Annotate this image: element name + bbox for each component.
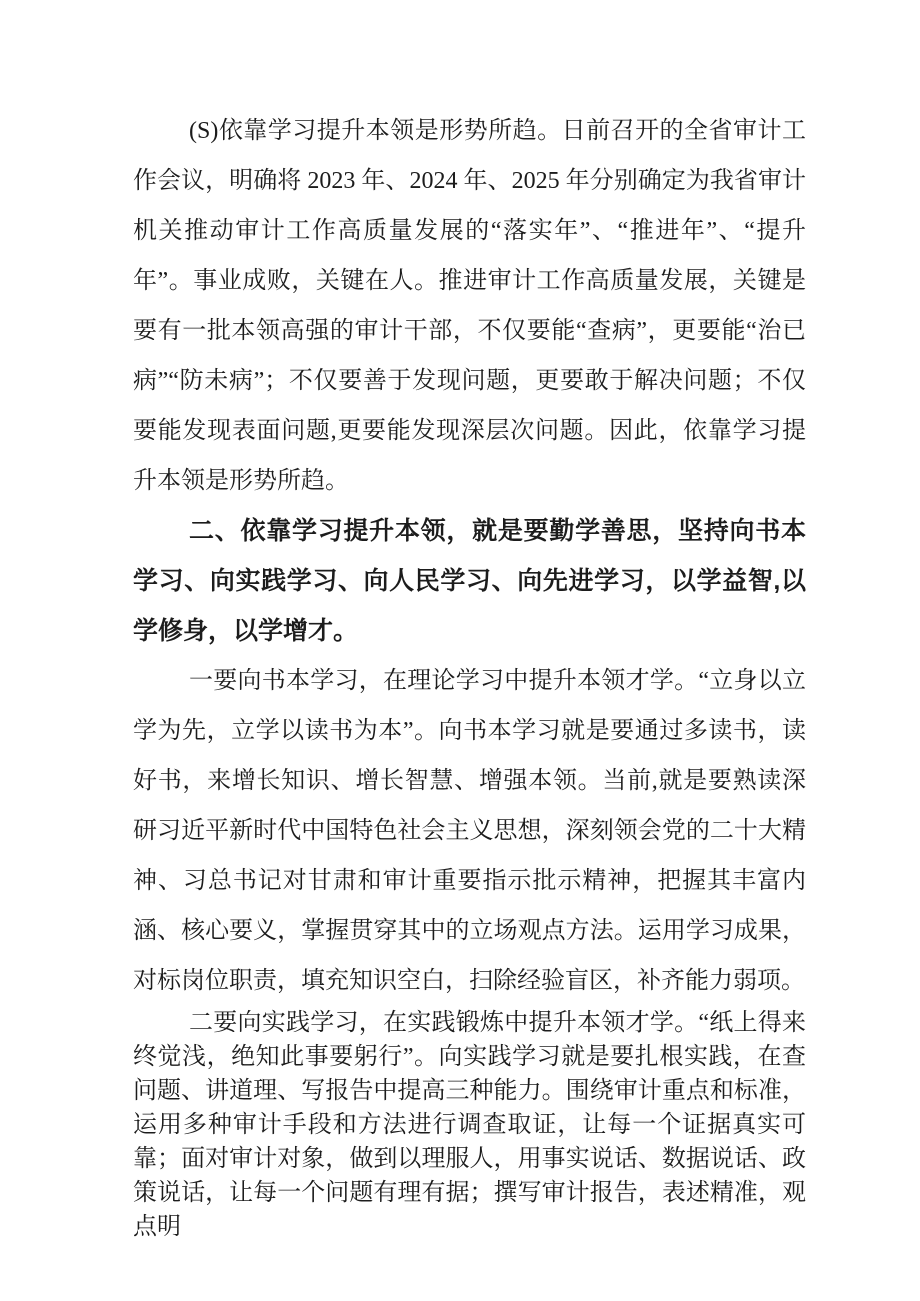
paragraph-intro-situation: (S)依靠学习提升本领是形势所趋。日前召开的全省审计工作会议，明确将 2023 年、2024 年、2025 年分别确定为我省审计机关推动审计工作高质量发展的“落实年”、“推进年”、“提升年”。事业成败，关键在人。推进审计工作高质量发展，关键是要有一批本领高强的审计干部，不仅要能“查病”，更要能“治已病”“防未病”；不仅要善于发现问题，更要敢于解决问题；不仅要能发现表面问题,更要能发现深层次问题。因此，依靠学习提升本领是形势所趋。	[133, 118, 806, 494]
section-heading-two: 二、依靠学习提升本领，就是要勤学善思，坚持向书本学习、向实践学习、向人民学习、向先进学习，以学益智,以学修身，以学增才。	[133, 517, 806, 645]
paragraph-practice-learning: 二要向实践学习，在实践锻炼中提升本领才学。“纸上得来终觉浅，绝知此事要躬行”。向实践学习就是要扎根实践，在查问题、讲道理、写报告中提高三种能力。围绕审计重点和标准，运用多种审计手段和方法进行调查取证，让每一个证据真实可靠；面对审计对象，做到以理服人，用事实说话、数据说话、政策说话，让每一个问题有理有据；撰写审计报告，表述精准，观点明	[133, 1010, 806, 1240]
paragraph-book-learning: 一要向书本学习，在理论学习中提升本领才学。“立身以立学为先，立学以读书为本”。向书本学习就是要通过多读书，读好书，来增长知识、增长智慧、增强本领。当前,就是要熟读深研习近平新时代中国特色社会主义思想，深刻领会党的二十大精神、习总书记对甘肃和审计重要指示批示精神，把握其丰富内涵、核心要义，掌握贯穿其中的立场观点方法。运用学习成果，对标岗位职责，填充知识空白，扫除经验盲区，补齐能力弱项。	[133, 668, 806, 994]
